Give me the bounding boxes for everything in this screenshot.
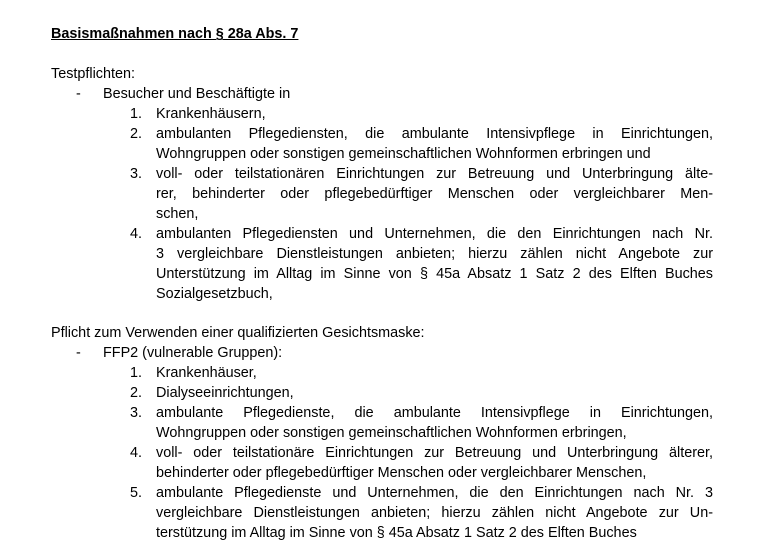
- list-item-text-line: terstützung im Alltag im Sinne von § 45a Absatz 1 Satz 2 des Elften Buches: [156, 525, 637, 541]
- list-item-text-line: Unterstützung im Alltag im Sinne von § 45a Absatz 1 Satz 2 des Elften Buches: [156, 266, 713, 282]
- list-item-text-line: ambulanten Pflegediensten und Unternehmen, die den Einrichtungen nach Nr.: [156, 226, 713, 242]
- list-item: [130, 164, 713, 224]
- list-item-number: 1.: [130, 106, 143, 122]
- list-item-text-line: Wohngruppen oder sonstigen gemeinschaftlichen Wohnformen erbringen und: [156, 146, 651, 162]
- list-item-text-line: schen,: [156, 206, 199, 222]
- bullet-dash: -: [76, 86, 81, 102]
- list-item-text-line: Krankenhäuser,: [156, 365, 257, 381]
- list-item-number: 2.: [130, 385, 143, 401]
- list-item-text-line: ambulanten Pflegediensten, die ambulante Intensivpflege in Einrichtungen,: [156, 126, 713, 142]
- list-item-text-line: vergleichbare Dienstleistungen anbieten; hierzu zählen nicht Angebote zur Un-: [156, 505, 713, 521]
- list-item-text-line: Krankenhäusern,: [156, 106, 266, 122]
- list-item: [130, 124, 713, 164]
- list-item-text-line: behinderter oder pflegebedürftiger Menschen oder vergleichbarer Menschen,: [156, 465, 647, 481]
- list-item-text-line: voll- oder teilstationären Einrichtungen zur Betreuung und Unterbringung älte-: [156, 166, 713, 182]
- list-item-text-line: Sozialgesetzbuch,: [156, 286, 273, 302]
- list-item: [130, 224, 713, 304]
- list-item-number: 3.: [130, 166, 143, 182]
- numbered-list-test-obligations: [130, 104, 713, 304]
- list-item-text-line: voll- oder teilstationäre Einrichtungen zur Betreuung und Unterbringung älterer,: [156, 445, 713, 461]
- list-item: [130, 403, 713, 443]
- list-item-number: 4.: [130, 445, 143, 461]
- list-item-number: 3.: [130, 405, 143, 421]
- bullet-text: Besucher und Beschäftigte in: [103, 86, 291, 102]
- bullet-text: FFP2 (vulnerable Gruppen):: [103, 345, 283, 361]
- bullet-dash: -: [76, 345, 81, 361]
- list-item-text-line: Wohngruppen oder sonstigen gemeinschaftlichen Wohnformen erbringen,: [156, 425, 627, 441]
- list-item-number: 1.: [130, 365, 143, 381]
- list-item: [130, 383, 713, 403]
- list-item-number: 5.: [130, 485, 143, 501]
- document-heading: Basismaßnahmen nach § 28a Abs. 7: [51, 26, 299, 42]
- numbered-list-mask-obligation: [130, 363, 713, 543]
- list-item-text-line: 3 vergleichbare Dienstleistungen anbieten; hierzu zählen nicht Angebote zur: [156, 246, 713, 262]
- list-item: [130, 363, 713, 383]
- list-item: [130, 104, 713, 124]
- list-item-text-line: Dialyseeinrichtungen,: [156, 385, 294, 401]
- list-item: [130, 443, 713, 483]
- list-item-text-line: ambulante Pflegedienste und Unternehmen, die den Einrichtungen nach Nr. 3: [156, 485, 713, 501]
- section-label-mask-obligation: Pflicht zum Verwenden einer qualifizierten Gesichtsmaske:: [51, 325, 425, 341]
- list-item-text-line: rer, behinderter oder pflegebedürftiger Menschen oder vergleichbarer Men-: [156, 186, 713, 202]
- list-item-text-line: ambulante Pflegedienste, die ambulante Intensivpflege in Einrichtungen,: [156, 405, 713, 421]
- section-label-test-obligations: Testpflichten:: [51, 66, 135, 82]
- list-item-number: 4.: [130, 226, 143, 242]
- list-item-number: 2.: [130, 126, 143, 142]
- list-item: [130, 483, 713, 543]
